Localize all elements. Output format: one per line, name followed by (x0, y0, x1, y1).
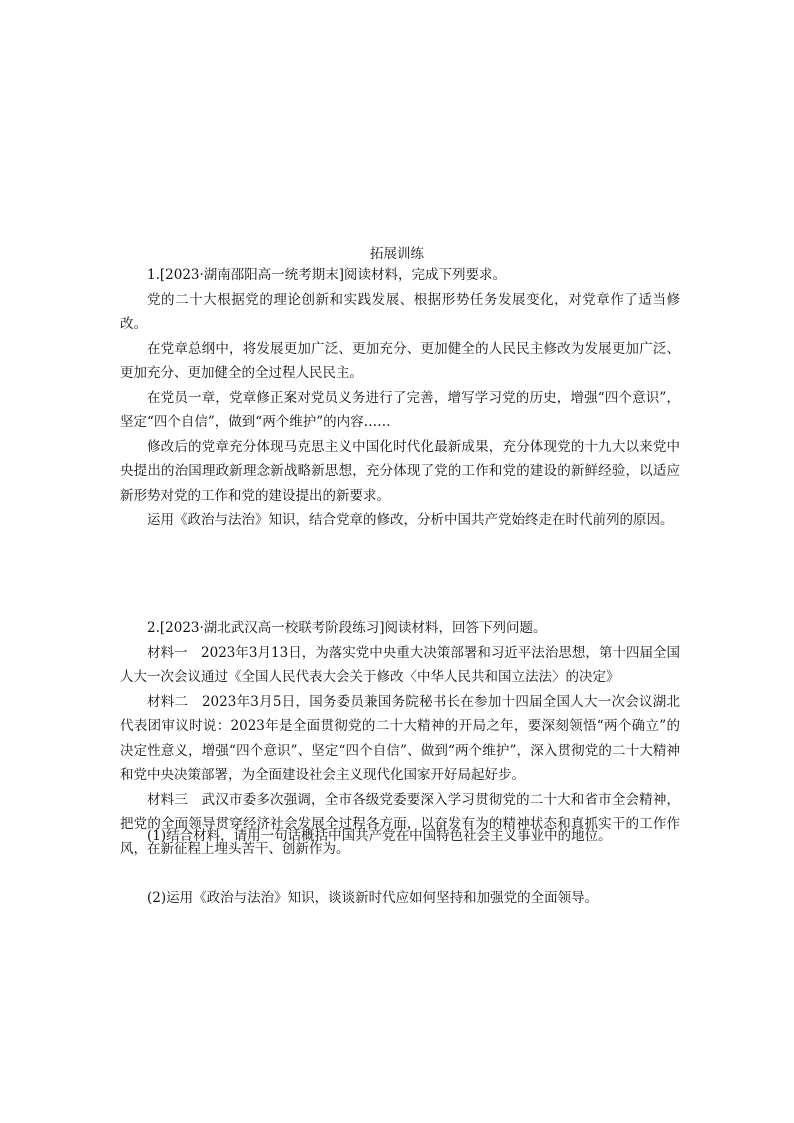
material-two: 材料二 2023年3月5日，国务委员兼国务院秘书长在参加十四届全国人大一次会议湖北代表团审议时说：2023年是全面贯彻党的二十大精神的开局之年，要深刻领悟“两个确立”的决定性意义，增强“四个意识”、坚定“四个自信”、做到“两个维护”，深入贯彻党的二十大精神和党中央决策部署，为全面建设社会主义现代化国家开好局起好步。 (120, 693, 680, 783)
sub-question-1-text: (1)结合材料，请用一句话概括中国共产党在中国特色社会主义事业中的地位。 (147, 828, 612, 844)
sub-question-2-text: (2)运用《政治与法治》知识，谈谈新时代应如何坚持和加强党的全面领导。 (147, 890, 599, 906)
section-title: 拓展训练 (370, 246, 424, 262)
question-1-stem: 1.[2023·湖南邵阳高一统考期末]阅读材料，完成下列要求。 (147, 267, 507, 283)
sub-question-1 (120, 824, 680, 849)
question-2-stem: 2.[2023·湖北武汉高一校联考阶段练习]阅读材料，回答下列问题。 (147, 620, 547, 636)
q1-paragraph: 在党员一章，党章修正案对党员义务进行了完善，增写学习党的历史，增强“四个意识”，坚定“四个自信”，做到“两个维护”的内容…… (120, 389, 680, 430)
q1-paragraph: 党的二十大根据党的理论创新和实践发展、根据形势任务发展变化，对党章作了适当修改。 (120, 291, 680, 332)
material-three: 材料三 武汉市委多次强调，全市各级党委要深入学习贯彻党的二十大和省市全会精神，把党的全面领导贯穿经济社会发展全过程各方面，以奋发有为的精神状态和真抓实干的工作作风，在新征程上埋头苦干、创新作为。 (120, 791, 680, 857)
question-1-prompt: 运用《政治与法治》知识，结合党章的修改，分析中国共产党始终走在时代前列的原因。 (147, 512, 674, 528)
question-1 (120, 263, 680, 533)
q1-paragraph: 修改后的党章充分体现马克思主义中国化时代化最新成果，充分体现党的十九大以来党中央提出的治国理政新理念新战略新思想，充分体现了党的工作和党的建设的新鲜经验，以适应新形势对党的工作和党的建设提出的新要求。 (120, 438, 680, 504)
sub-question-2 (120, 886, 680, 911)
q1-paragraph: 在党章总纲中，将发展更加广泛、更加充分、更加健全的人民民主修改为发展更加广泛、更加充分、更加健全的全过程人民民主。 (120, 340, 680, 381)
material-one: 材料一 2023年3月13日，为落实党中央重大决策部署和习近平法治思想，第十四届全国人大一次会议通过《全国人民代表大会关于修改〈中华人民共和国立法法〉的决定》 (120, 644, 680, 685)
